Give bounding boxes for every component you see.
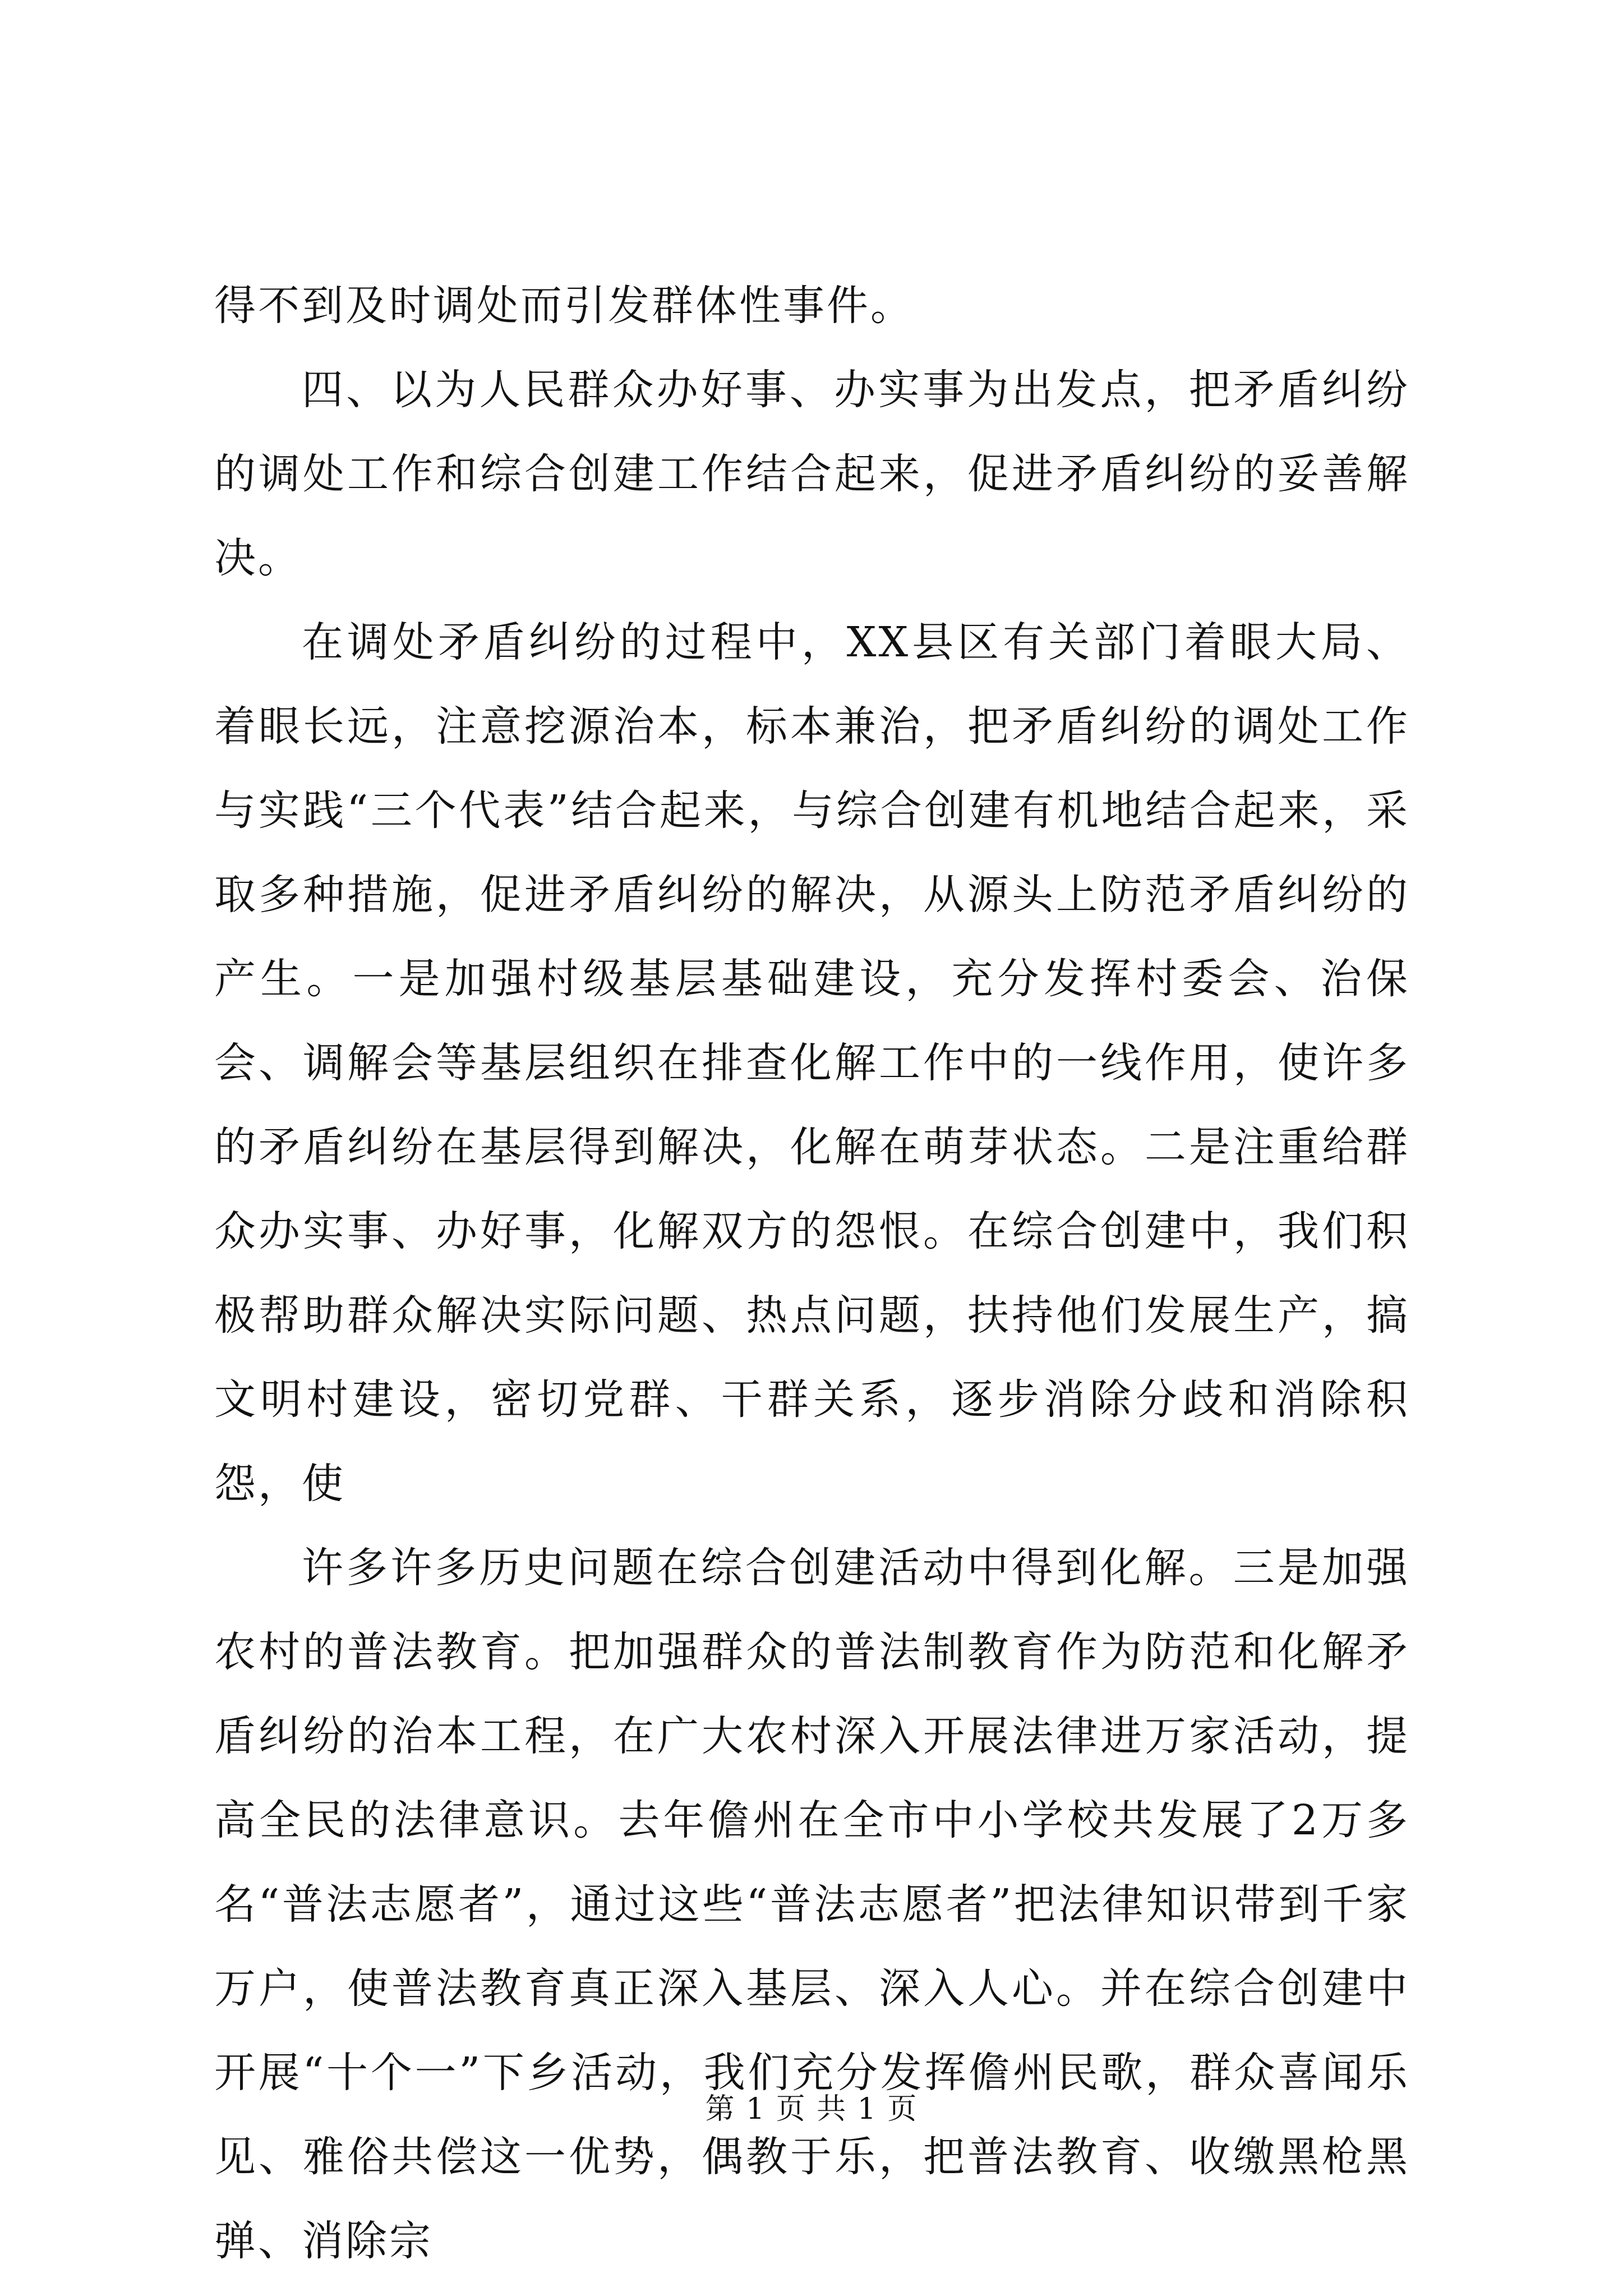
page-footer: 第 1 页 共 1 页 (705, 2092, 918, 2126)
paragraph-4: 许多许多历史问题在综合创建活动中得到化解。三是加强农村的普法教育。把加强群众的普法制教育作为防范和化解矛盾纠纷的治本工程，在广大农村深入开展法律进万家活动，提高全民的法律意识。去年儋州在全市中小学校共发展了2万多名“普法志愿者”，通过这些“普法志愿者”把法律知识带到千家万户，使普法教育真正深入基层、深入人心。并在综合创建中开展“十个一”下乡活动，我们充分发挥儋州民歌，群众喜闻乐见、雅俗共偿这一优势，偶教于乐，把普法教育、收缴黑枪黑弹、消除宗 (214, 1544, 1410, 2265)
paragraph-3: 在调处矛盾纠纷的过程中，XX县区有关部门着眼大局、着眼长远，注意挖源治本，标本兼治，把矛盾纠纷的调处工作与实践“三个代表”结合起来，与综合创建有机地结合起来，采取多种措施，促进矛盾纠纷的解决，从源头上防范矛盾纠纷的产生。一是加强村级基层基础建设，充分发挥村委会、治保会、调解会等基层组织在排查化解工作中的一线作用，使许多的矛盾纠纷在基层得到解决，化解在萌芽状态。二是注重给群众办实事、办好事，化解双方的怨恨。在综合创建中，我们积极帮助群众解决实际问题、热点问题，扶持他们发展生产，搞文明村建设，密切党群、干群关系，逐步消除分歧和消除积怨，使 (214, 618, 1410, 1508)
paragraph-2: 四、以为人民群众办好事、办实事为出发点，把矛盾纠纷的调处工作和综合创建工作结合起来，促进矛盾纠纷的妥善解决。 (214, 366, 1410, 582)
body-text (214, 264, 1410, 2283)
paragraph-1: 得不到及时调处而引发群体性事件。 (214, 282, 914, 330)
